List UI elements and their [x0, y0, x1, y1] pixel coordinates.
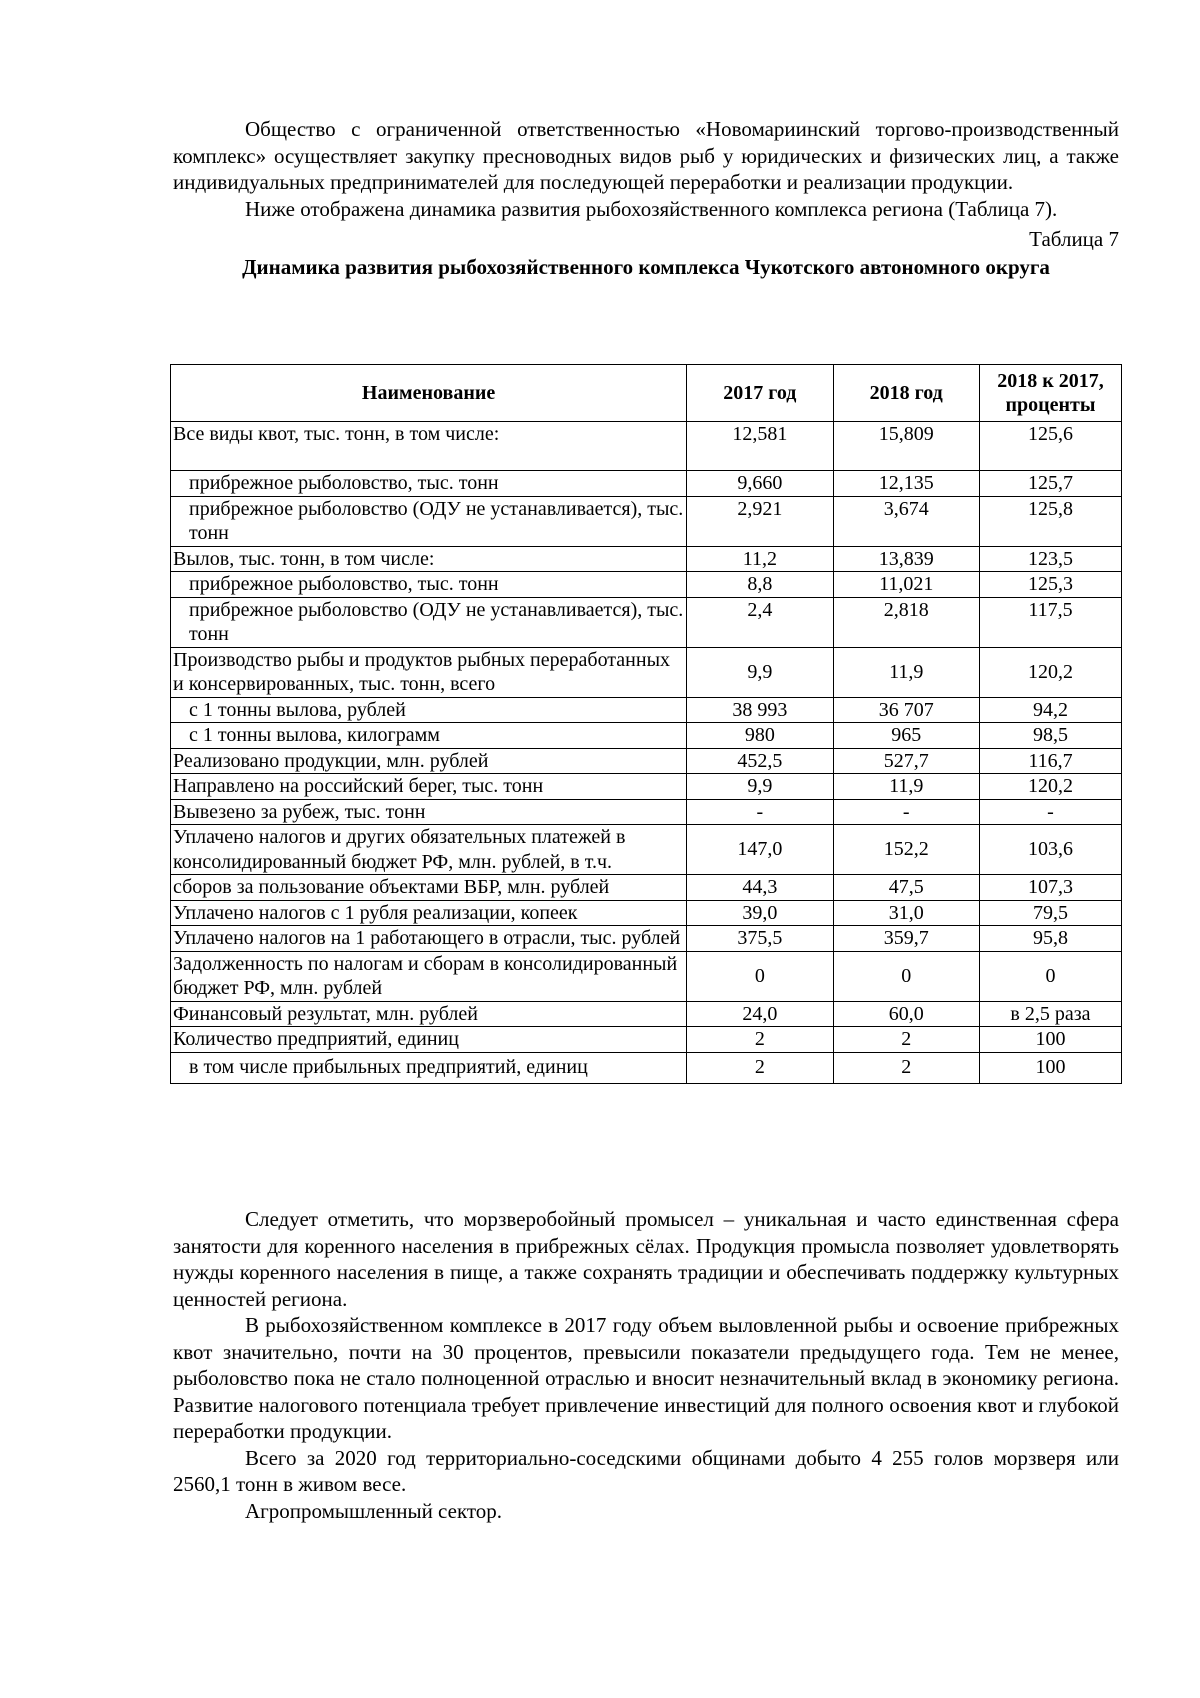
- row-pct: 117,5: [979, 597, 1121, 647]
- row-name: Уплачено налогов на 1 работающего в отрасли, тыс. рублей: [171, 926, 687, 952]
- outro-paragraph-2: В рыбохозяйственном комплексе в 2017 году объем выловленной рыбы и освоение прибрежных квот значительно, почти на 30 процентов, превысили показатели предыдущего года. Тем не менее, рыболовство пока не стало полноценной отраслью и вносит незначительный вклад в экономику региона. Развитие налогового потенциала требует привлечение инвестиций для полного освоения квот и глубокой переработки продукции.: [173, 1313, 1119, 1443]
- row-name: Уплачено налогов и других обязательных платежей в консолидированный бюджет РФ, млн. рублей, в т.ч.: [171, 825, 687, 875]
- row-pct: 98,5: [979, 723, 1121, 749]
- table-row: [171, 572, 1122, 598]
- row-2017: 9,660: [687, 471, 833, 497]
- row-name: Уплачено налогов с 1 рубля реализации, копеек: [171, 900, 687, 926]
- table-row: [171, 597, 1122, 647]
- row-name: прибрежное рыболовство, тыс. тонн: [171, 572, 687, 598]
- row-2017: 11,2: [687, 546, 833, 572]
- table-row: [171, 748, 1122, 774]
- row-2017: 0: [687, 951, 833, 1001]
- table-row: [171, 900, 1122, 926]
- row-2017: 2: [687, 1027, 833, 1053]
- row-name: с 1 тонны вылова, рублей: [171, 697, 687, 723]
- table-row: [171, 723, 1122, 749]
- row-pct: 79,5: [979, 900, 1121, 926]
- row-2018: -: [833, 799, 979, 825]
- table-row: [171, 496, 1122, 546]
- row-2018: 13,839: [833, 546, 979, 572]
- intro-section: [173, 116, 1119, 280]
- row-pct: 125,6: [979, 422, 1121, 471]
- row-2018: 965: [833, 723, 979, 749]
- row-pct: 125,8: [979, 496, 1121, 546]
- row-2018: 527,7: [833, 748, 979, 774]
- row-pct: 125,7: [979, 471, 1121, 497]
- table-row: [171, 647, 1122, 697]
- row-2018: 60,0: [833, 1001, 979, 1027]
- intro-paragraph-1: Общество с ограниченной ответственностью «Новомариинский торгово-производственный комплекс» осуществляет закупку пресноводных видов рыб у юридических и физических лиц, а также индивидуальных предпринимателей для последующей переработки и реализации продукции.: [173, 117, 1119, 194]
- intro-paragraph-2: Ниже отображена динамика развития рыбохозяйственного комплекса региона (Таблица 7).: [245, 196, 1058, 221]
- row-2018: 31,0: [833, 900, 979, 926]
- row-pct: 123,5: [979, 546, 1121, 572]
- row-name: Задолженность по налогам и сборам в консолидированный бюджет РФ, млн. рублей: [171, 951, 687, 1001]
- row-2017: 375,5: [687, 926, 833, 952]
- row-pct: 95,8: [979, 926, 1121, 952]
- row-name: Направлено на российский берег, тыс. тонн: [171, 774, 687, 800]
- row-2018: 2,818: [833, 597, 979, 647]
- header-2018: 2018 год: [833, 365, 979, 422]
- row-name: Вылов, тыс. тонн, в том числе:: [171, 546, 687, 572]
- row-pct: 100: [979, 1052, 1121, 1083]
- row-2018: 11,9: [833, 647, 979, 697]
- row-2018: 359,7: [833, 926, 979, 952]
- row-pct: в 2,5 раза: [979, 1001, 1121, 1027]
- row-2018: 152,2: [833, 825, 979, 875]
- row-name: прибрежное рыболовство, тыс. тонн: [171, 471, 687, 497]
- table-row: [171, 926, 1122, 952]
- row-2017: 39,0: [687, 900, 833, 926]
- row-name: сборов за пользование объектами ВБР, млн. рублей: [171, 875, 687, 901]
- outro-section: [173, 1206, 1119, 1524]
- row-2017: 38 993: [687, 697, 833, 723]
- table-row: [171, 825, 1122, 875]
- table-row: [171, 774, 1122, 800]
- row-name: Реализовано продукции, млн. рублей: [171, 748, 687, 774]
- outro-paragraph-3: Всего за 2020 год территориально-соседскими общинами добыто 4 255 голов морзверя или 2560,1 тонн в живом весе.: [173, 1445, 1119, 1496]
- row-name: Производство рыбы и продуктов рыбных переработанных и консервированных, тыс. тонн, всего: [171, 647, 687, 697]
- table-title: Динамика развития рыбохозяйственного комплекса Чукотского автономного округа: [242, 255, 1050, 279]
- row-pct: 103,6: [979, 825, 1121, 875]
- row-name: в том числе прибыльных предприятий, единиц: [171, 1052, 687, 1083]
- table-row: [171, 875, 1122, 901]
- row-pct: 0: [979, 951, 1121, 1001]
- row-2017: 980: [687, 723, 833, 749]
- row-name: Финансовый результат, млн. рублей: [171, 1001, 687, 1027]
- table-header-row: [171, 365, 1122, 422]
- row-pct: 116,7: [979, 748, 1121, 774]
- row-2017: 44,3: [687, 875, 833, 901]
- row-pct: 125,3: [979, 572, 1121, 598]
- row-pct: -: [979, 799, 1121, 825]
- row-2017: 2,921: [687, 496, 833, 546]
- row-name: Количество предприятий, единиц: [171, 1027, 687, 1053]
- table-row: [171, 799, 1122, 825]
- row-2017: 147,0: [687, 825, 833, 875]
- row-2018: 2: [833, 1052, 979, 1083]
- table-row: [171, 1027, 1122, 1053]
- row-name: прибрежное рыболовство (ОДУ не устанавливается), тыс. тонн: [171, 597, 687, 647]
- row-2018: 0: [833, 951, 979, 1001]
- row-2017: -: [687, 799, 833, 825]
- row-2017: 2: [687, 1052, 833, 1083]
- header-2017: 2017 год: [687, 365, 833, 422]
- table-label: Таблица 7: [1029, 227, 1119, 251]
- row-2017: 12,581: [687, 422, 833, 471]
- row-2017: 24,0: [687, 1001, 833, 1027]
- row-pct: 94,2: [979, 697, 1121, 723]
- header-name: Наименование: [171, 365, 687, 422]
- table-row: [171, 697, 1122, 723]
- row-2017: 8,8: [687, 572, 833, 598]
- row-2018: 3,674: [833, 496, 979, 546]
- row-name: прибрежное рыболовство (ОДУ не устанавливается), тыс. тонн: [171, 496, 687, 546]
- row-2017: 452,5: [687, 748, 833, 774]
- row-name: Вывезено за рубеж, тыс. тонн: [171, 799, 687, 825]
- row-2018: 2: [833, 1027, 979, 1053]
- fishery-table: [170, 364, 1122, 1084]
- table-row: [171, 1001, 1122, 1027]
- row-pct: 100: [979, 1027, 1121, 1053]
- table-row: [171, 422, 1122, 471]
- row-2017: 2,4: [687, 597, 833, 647]
- row-2017: 9,9: [687, 774, 833, 800]
- row-2018: 47,5: [833, 875, 979, 901]
- row-2017: 9,9: [687, 647, 833, 697]
- row-pct: 120,2: [979, 774, 1121, 800]
- row-2018: 12,135: [833, 471, 979, 497]
- header-percent: 2018 к 2017, проценты: [979, 365, 1121, 422]
- row-name: с 1 тонны вылова, килограмм: [171, 723, 687, 749]
- row-2018: 11,9: [833, 774, 979, 800]
- table-row: [171, 951, 1122, 1001]
- outro-paragraph-1: Следует отметить, что морзверобойный промысел – уникальная и часто единственная сфера занятости для коренного населения в прибрежных сёлах. Продукция промысла позволяет удовлетворять нужды коренного населения в пище, а также сохранять традиции и обеспечивать поддержку культурных ценностей региона.: [173, 1207, 1119, 1311]
- table-row: [171, 471, 1122, 497]
- table-row: [171, 546, 1122, 572]
- row-pct: 107,3: [979, 875, 1121, 901]
- row-2018: 11,021: [833, 572, 979, 598]
- outro-paragraph-4: Агропромышленный сектор.: [245, 1498, 503, 1523]
- row-2018: 36 707: [833, 697, 979, 723]
- row-name: Все виды квот, тыс. тонн, в том числе:: [171, 422, 687, 471]
- table-row: [171, 1052, 1122, 1083]
- row-2018: 15,809: [833, 422, 979, 471]
- row-pct: 120,2: [979, 647, 1121, 697]
